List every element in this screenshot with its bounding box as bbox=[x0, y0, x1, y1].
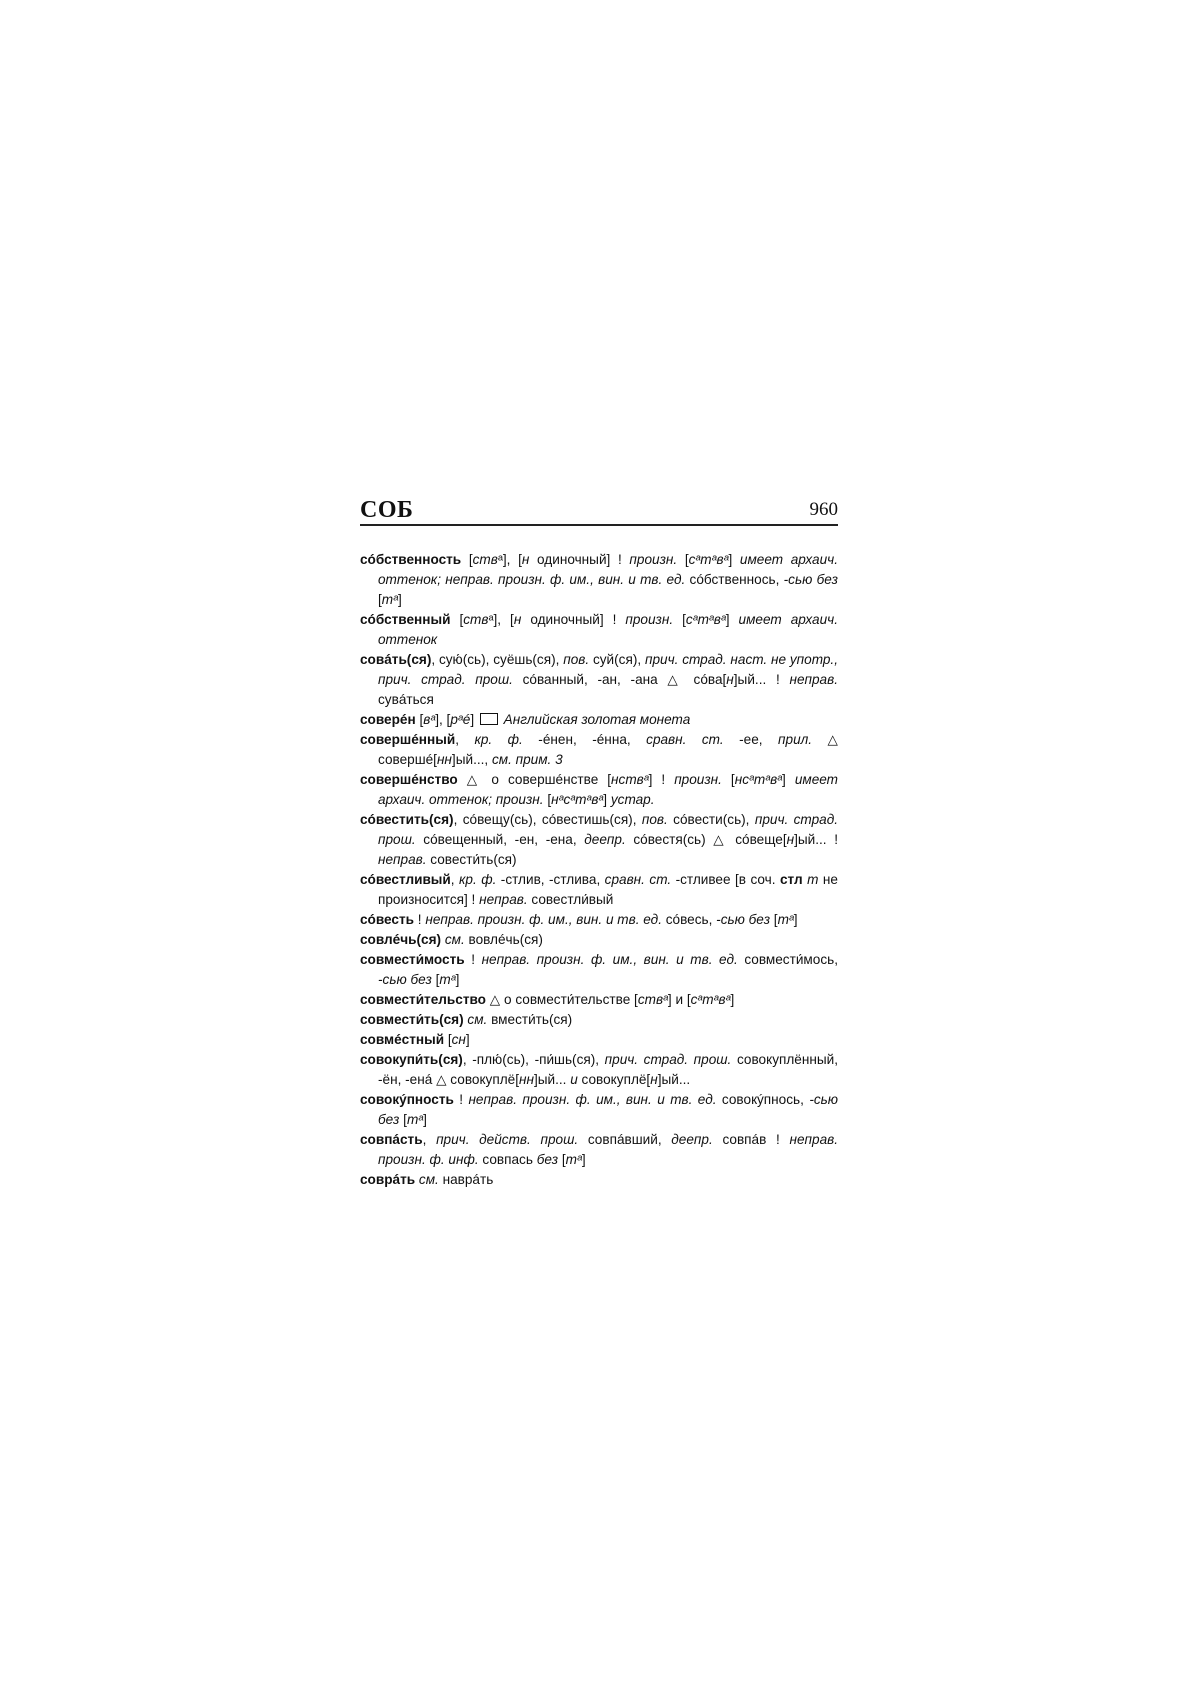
entry-italic-text: имеет архаич. оттенок bbox=[378, 612, 838, 647]
entry-italic-text: см. bbox=[418, 1172, 439, 1187]
entry-text: сóвести(сь), bbox=[667, 812, 755, 827]
entry-italic-text: -сью без bbox=[378, 1092, 839, 1127]
entry-italic-text: неправ. произн. ф. им., вин. и тв. ед. bbox=[425, 912, 662, 927]
entry-italic-text: тᵃ bbox=[439, 972, 456, 987]
entry-italic-text: прич. страд. прош. bbox=[378, 812, 839, 847]
dictionary-entry bbox=[360, 1170, 838, 1190]
dictionary-entry bbox=[360, 1090, 838, 1130]
dictionary-entry bbox=[360, 550, 838, 610]
entry-headword: сóбственный bbox=[360, 612, 451, 627]
entry-text: сóвесь, bbox=[661, 912, 717, 927]
dictionary-entry bbox=[360, 1010, 838, 1030]
entry-text: -ее, bbox=[723, 732, 779, 747]
entry-italic-text: неправ. bbox=[378, 852, 427, 867]
dictionary-entry bbox=[360, 950, 838, 990]
entry-text: ]ый... bbox=[657, 1072, 691, 1087]
dictionary-entry bbox=[360, 730, 838, 770]
entry-italic-text: см. bbox=[444, 932, 465, 947]
entry-text: -éнен, -éнна, bbox=[522, 732, 647, 747]
entry-italic-text: произн. bbox=[625, 612, 674, 627]
entry-headword: сóбственность bbox=[360, 552, 462, 567]
entry-italic-text: нн bbox=[436, 752, 452, 767]
entry-text: [ bbox=[721, 772, 735, 787]
entry-text: не произносится] ! bbox=[378, 872, 838, 907]
entry-italic-text: сравн. ст. bbox=[604, 872, 672, 887]
entry-headword: совершéнство bbox=[360, 772, 458, 787]
entry-text: [ bbox=[444, 1032, 452, 1047]
dictionary-entry bbox=[360, 770, 838, 810]
entry-italic-text: нн bbox=[518, 1072, 534, 1087]
page-number: 960 bbox=[809, 499, 838, 520]
entry-text: △ совершé[ bbox=[378, 732, 839, 767]
entry-text: вмести́ть(ся) bbox=[487, 1012, 573, 1027]
entry-italic-text: деепр. bbox=[584, 832, 626, 847]
entry-italic-text: неправ. bbox=[479, 892, 528, 907]
entry-italic-text: см. прим. 3 bbox=[491, 752, 563, 767]
entry-italic-text: без bbox=[536, 1152, 559, 1167]
entry-headword: соврáть bbox=[360, 1172, 416, 1187]
dictionary-entry bbox=[360, 610, 838, 650]
entry-text: совокýпнось, bbox=[716, 1092, 810, 1107]
entry-italic-text: cᵃтᵃвᵃ bbox=[688, 552, 729, 567]
dictionary-entry bbox=[360, 1030, 838, 1050]
entry-text: ! bbox=[453, 1092, 469, 1107]
entry-italic-text: cᵃтᵃвᵃ bbox=[690, 992, 731, 1007]
entry-text: ] bbox=[728, 552, 740, 567]
entry-text: -стлив, -стлива, bbox=[496, 872, 605, 887]
dictionary-entry bbox=[360, 930, 838, 950]
entry-text: [ bbox=[558, 1152, 566, 1167]
entry-text: ] bbox=[725, 612, 739, 627]
entry-text: ] и [ bbox=[667, 992, 691, 1007]
entry-italic-text: тᵃ bbox=[777, 912, 794, 927]
entry-text: ]ый..., bbox=[451, 752, 492, 767]
entry-italic-text: неправ. произн. ф. им., вин. и тв. ед. bbox=[468, 1092, 717, 1107]
square-icon bbox=[480, 713, 498, 725]
entry-italic-text: Английская золотая монета bbox=[503, 712, 691, 727]
entry-italic-text: см. bbox=[467, 1012, 488, 1027]
entry-italic-text: вᵃ bbox=[423, 712, 436, 727]
entry-italic-text: н bbox=[650, 1072, 658, 1087]
entry-text: совокуплё[ bbox=[577, 1072, 651, 1087]
entry-italic-text: прич. действ. прош. bbox=[436, 1132, 579, 1147]
entry-list bbox=[360, 550, 838, 1190]
entry-italic-text: неправ. bbox=[789, 672, 838, 687]
entry-text: [ bbox=[415, 712, 424, 727]
entry-text: , bbox=[422, 1132, 437, 1147]
entry-text: [ bbox=[378, 592, 382, 607]
entry-italic-text: неправ. произн. ф. им., вин. и тв. ед. bbox=[481, 952, 738, 967]
entry-headword: совокупи́ть(ся) bbox=[360, 1052, 463, 1067]
entry-italic-text: имеет архаич. оттенок; неправ. произн. ф. им., вин. и тв. ед. bbox=[378, 552, 838, 587]
entry-headword: сóвесть bbox=[360, 912, 414, 927]
entry-italic-text: т bbox=[807, 872, 819, 887]
dictionary-entry bbox=[360, 1050, 838, 1090]
entry-italic-text: н bbox=[786, 832, 795, 847]
entry-headword: совокýпность bbox=[360, 1092, 454, 1107]
entry-text: , -плю́(сь), -пи́шь(ся), bbox=[462, 1052, 605, 1067]
entry-text: сóванный, -ан, -ана △ сóва[ bbox=[512, 672, 727, 687]
entry-text: [ bbox=[399, 1112, 407, 1127]
entry-italic-text: нствᵃ bbox=[611, 772, 649, 787]
entry-text: ] bbox=[455, 972, 460, 987]
entry-text: , bbox=[455, 732, 475, 747]
entry-text: [ bbox=[461, 552, 473, 567]
entry-italic-text: нсᵃтᵃвᵃ bbox=[734, 772, 783, 787]
entry-headword: соверéн bbox=[360, 712, 416, 727]
entry-italic-text: произн. bbox=[629, 552, 678, 567]
entry-text: [ bbox=[431, 972, 440, 987]
entry-headword: совмести́ть(ся) bbox=[360, 1012, 464, 1027]
entry-text: наврáть bbox=[438, 1172, 494, 1187]
entry-italic-text: -сью без bbox=[783, 572, 838, 587]
entry-headword: сóвестить(ся) bbox=[360, 812, 454, 827]
entry-italic-text: прил. bbox=[778, 732, 813, 747]
entry-text: ] bbox=[465, 1032, 470, 1047]
entry-italic-text: н bbox=[521, 552, 530, 567]
entry-text: ᵃ], [ bbox=[488, 612, 514, 627]
entry-text: одиночный] ! bbox=[521, 612, 626, 627]
entry-italic-text: пов. bbox=[641, 812, 668, 827]
entry-text: ] ! bbox=[648, 772, 675, 787]
entry-headword: совáть(ся) bbox=[360, 652, 432, 667]
entry-text: ]ый... ! bbox=[794, 832, 838, 847]
dictionary-entry bbox=[360, 710, 838, 730]
entry-italic-text: н bbox=[513, 612, 522, 627]
entry-italic-text: имеет архаич. оттенок; произн. bbox=[378, 772, 838, 807]
entry-text: ]ый... ! bbox=[733, 672, 790, 687]
entry-headword: совершéнный bbox=[360, 732, 456, 747]
entry-text: ] bbox=[603, 792, 611, 807]
entry-text: [ bbox=[543, 792, 552, 807]
page-header bbox=[360, 496, 838, 526]
entry-headword: сóвестливый bbox=[360, 872, 451, 887]
entry-italic-text: тᵃ bbox=[406, 1112, 424, 1127]
dictionary-entry bbox=[360, 870, 838, 910]
entry-text: совпась bbox=[478, 1152, 537, 1167]
entry-text: ] bbox=[470, 712, 478, 727]
entry-italic-text: кр. ф. bbox=[459, 872, 497, 887]
entry-text: совести́ть(ся) bbox=[426, 852, 517, 867]
entry-text: вовлéчь(ся) bbox=[464, 932, 543, 947]
entry-bold-text: стл bbox=[779, 872, 803, 887]
entry-italic-text: прич. страд. наст. не употр., прич. страд. прош. bbox=[378, 652, 838, 687]
dictionary-entry bbox=[360, 990, 838, 1010]
entry-text: совпáв ! bbox=[712, 1132, 790, 1147]
entry-text: сóбственнось, bbox=[685, 572, 784, 587]
entry-text: ] bbox=[730, 992, 735, 1007]
entry-italic-text: нᵃсᵃтᵃвᵃ bbox=[551, 792, 604, 807]
entry-text: [ bbox=[450, 612, 464, 627]
entry-text: сóвещенный, -ен, -ена, bbox=[415, 832, 585, 847]
entry-italic-text: прич. страд. прош. bbox=[604, 1052, 732, 1067]
entry-italic-text: ствᵃ bbox=[637, 992, 668, 1007]
entry-italic-text: рᵃé bbox=[450, 712, 471, 727]
entry-text: [ bbox=[770, 912, 778, 927]
entry-text: ] bbox=[397, 592, 402, 607]
entry-text: -стливее [в соч. bbox=[671, 872, 780, 887]
entry-text: [ bbox=[673, 612, 686, 627]
entry-italic-text: и bbox=[570, 1072, 578, 1087]
entry-italic-text: н bbox=[726, 672, 734, 687]
entry-italic-text: тᵃ bbox=[565, 1152, 582, 1167]
entry-text: , сóвещу(сь), сóвестишь(ся), bbox=[453, 812, 642, 827]
entry-text: ], [ bbox=[435, 712, 451, 727]
dictionary-entry bbox=[360, 1130, 838, 1170]
entry-text: , сую́(сь), суёшь(ся), bbox=[431, 652, 564, 667]
entry-text: △ о совершéнстве [ bbox=[457, 772, 612, 787]
entry-italic-text: пов. bbox=[563, 652, 590, 667]
entry-headword: совмести́тельство bbox=[360, 992, 486, 1007]
entry-text: ]ый... bbox=[533, 1072, 571, 1087]
entry-italic-text: сн bbox=[451, 1032, 466, 1047]
running-head: СОБ bbox=[360, 497, 414, 523]
entry-text: ] bbox=[423, 1112, 427, 1127]
entry-text: сóвестя(сь) △ сóвеще[ bbox=[625, 832, 787, 847]
entry-italic-text: cᵃтᵃвᵃ bbox=[685, 612, 726, 627]
entry-text: ᵃ], [ bbox=[497, 552, 522, 567]
entry-italic-text: кр. ф. bbox=[474, 732, 523, 747]
entry-italic-text: -сью без bbox=[378, 972, 432, 987]
entry-headword: совмести́мость bbox=[360, 952, 465, 967]
entry-italic-text: устар. bbox=[610, 792, 655, 807]
entry-text: совокуплённый, -ён, -енá △ совокуплё[ bbox=[378, 1052, 839, 1087]
entry-text: [ bbox=[677, 552, 689, 567]
entry-italic-text: -сью без bbox=[716, 912, 771, 927]
entry-text: совестли́вый bbox=[527, 892, 614, 907]
entry-text: совмести́мось, bbox=[737, 952, 838, 967]
entry-text: ! bbox=[464, 952, 482, 967]
entry-text: ] bbox=[581, 1152, 586, 1167]
entry-italic-text: ств bbox=[463, 612, 489, 627]
entry-italic-text: тᵃ bbox=[381, 592, 398, 607]
entry-text: ! bbox=[414, 912, 426, 927]
entry-text: совпáвший, bbox=[578, 1132, 672, 1147]
dictionary-entry bbox=[360, 810, 838, 870]
entry-text: △ о совмести́тельстве [ bbox=[485, 992, 638, 1007]
entry-text: , bbox=[450, 872, 460, 887]
entry-text: ] bbox=[793, 912, 798, 927]
entry-italic-text: сравн. ст. bbox=[646, 732, 724, 747]
entry-headword: совлéчь(ся) bbox=[360, 932, 442, 947]
dictionary-entry bbox=[360, 910, 838, 930]
entry-text: сувáться bbox=[378, 692, 434, 707]
entry-text: ] bbox=[782, 772, 795, 787]
entry-text: суй(ся), bbox=[589, 652, 645, 667]
entry-headword: совпáсть bbox=[360, 1132, 423, 1147]
entry-headword: совмéстный bbox=[360, 1032, 445, 1047]
dictionary-entry bbox=[360, 650, 838, 710]
dictionary-page bbox=[360, 496, 838, 1190]
entry-italic-text: произн. bbox=[674, 772, 722, 787]
entry-text: одиночный] ! bbox=[529, 552, 630, 567]
entry-italic-text: ств bbox=[472, 552, 498, 567]
entry-italic-text: неправ. произн. ф. инф. bbox=[378, 1132, 838, 1167]
header-rule bbox=[360, 524, 838, 526]
entry-italic-text: деепр. bbox=[671, 1132, 713, 1147]
